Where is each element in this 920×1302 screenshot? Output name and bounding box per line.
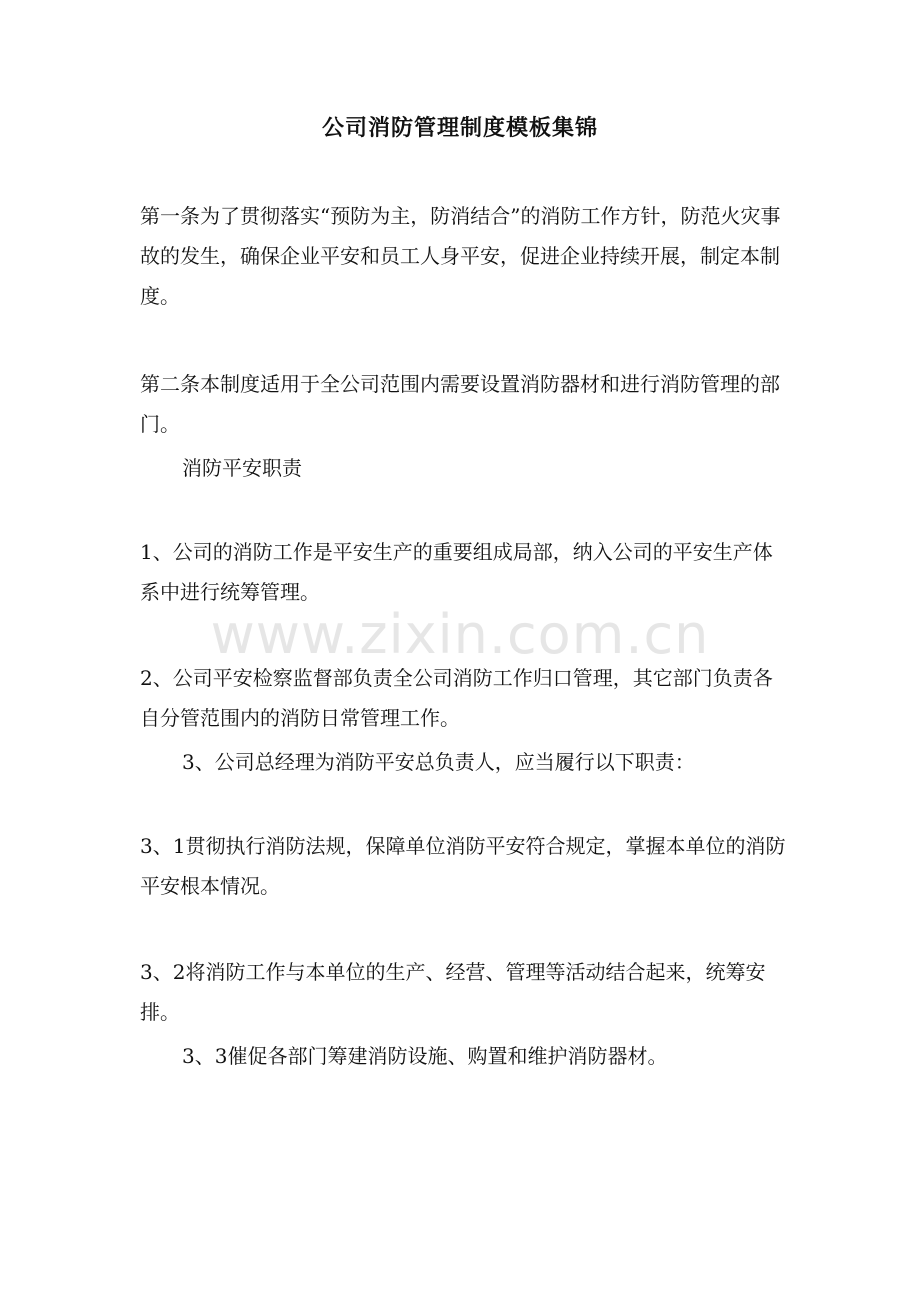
paragraph-article-1: 第一条为了贯彻落实“预防为主，防消结合”的消防工作方针，防范火灾事故的发生，确保企业平安和员工人身平安，促进企业持续开展，制定本制度。 xyxy=(140,204,781,308)
paragraph-item-2: 2、公司平安检察监督部负责全公司消防工作归口管理，其它部门负责各自分管范围内的消防日常管理工作。 xyxy=(140,666,773,730)
paragraph-item-3-1: 3、1贯彻执行消防法规，保障单位消防平安符合规定，掌握本单位的消防平安根本情况。 xyxy=(140,834,786,898)
paragraph-article-2: 第二条本制度适用于全公司范围内需要设置消防器材和进行消防管理的部门。 xyxy=(140,372,780,436)
paragraph-item-3: 3、公司总经理为消防平安总负责人，应当履行以下职责： xyxy=(182,750,695,774)
watermark: www.zixin.com.cn xyxy=(210,603,710,666)
section-heading-fire-safety-duties: 消防平安职责 xyxy=(182,456,302,480)
paragraph-item-3-2: 3、2将消防工作与本单位的生产、经营、管理等活动结合起来，统筹安排。 xyxy=(140,960,766,1024)
paragraph-item-3-3: 3、3催促各部门筹建消防设施、购置和维护消防器材。 xyxy=(182,1044,668,1068)
document-title: 公司消防管理制度模板集锦 xyxy=(321,116,598,141)
paragraph-item-1: 1、公司的消防工作是平安生产的重要组成局部，纳入公司的平安生产体系中进行统筹管理。 xyxy=(140,540,773,604)
